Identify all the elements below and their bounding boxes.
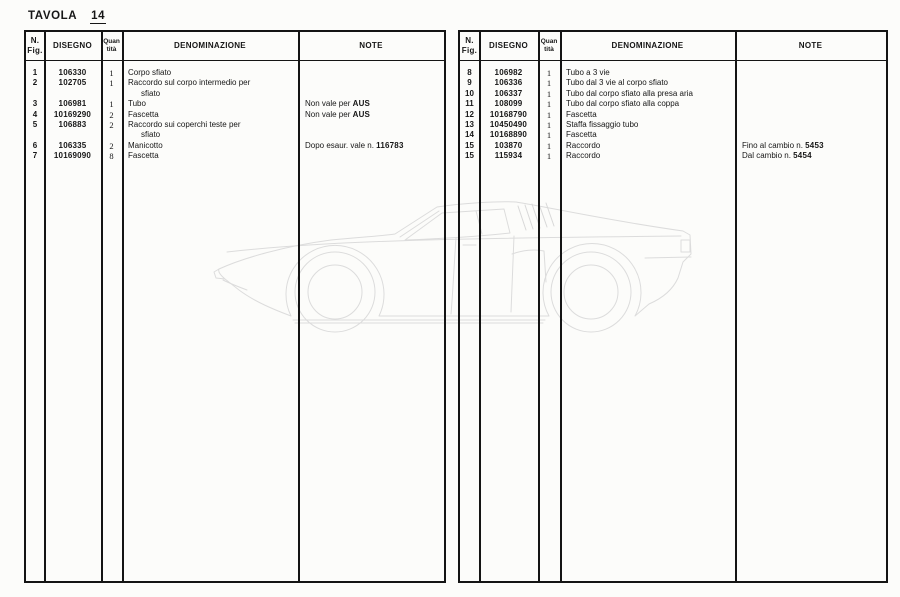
denominazione-line: Manicotto: [128, 140, 163, 150]
denominazione-line: Raccordo sui coperchi teste per: [128, 120, 241, 130]
fig-cell: 3: [32, 99, 38, 109]
parts-table-left: [24, 30, 446, 583]
denominazione-cell: [122, 120, 298, 141]
column-divider: [122, 32, 124, 581]
fig-cell: 6: [32, 140, 38, 150]
header-cell-denominazione: DENOMINAZIONE: [611, 41, 684, 51]
parts-table-right: [458, 30, 888, 583]
denominazione-cell: [122, 99, 298, 109]
qty-cell: 1: [546, 120, 552, 131]
denominazione-cell: [122, 151, 298, 161]
disegno-cell: 10169090: [53, 151, 92, 161]
qty-cell: 1: [546, 88, 552, 99]
denominazione-line: sfiato: [141, 88, 161, 98]
denominazione-cell: [560, 130, 735, 140]
fig-cell: 8: [467, 68, 472, 77]
disegno-cell: 106982: [494, 68, 523, 77]
denominazione-cell: [560, 89, 735, 99]
note-text: Fino al cambio n.: [742, 140, 806, 150]
denominazione-line: Tubo dal corpo sfiato alla coppa: [566, 99, 680, 109]
denominazione-cell: [560, 120, 735, 130]
denominazione-line: Tubo dal corpo sfiato alla presa aria: [566, 88, 693, 98]
disegno-cell: 106981: [58, 99, 87, 109]
disegno-cell: 106337: [494, 88, 523, 98]
fig-cell: 15: [465, 140, 474, 150]
note-text: Non vale per: [305, 99, 353, 109]
denominazione-cell: [560, 68, 735, 78]
table-row: [26, 120, 444, 141]
qty-cell: 1: [546, 99, 552, 110]
note-text: Non vale per: [305, 109, 353, 119]
denominazione-line: sfiato: [141, 130, 161, 140]
table-row: [26, 99, 444, 109]
denominazione-line: Raccordo: [566, 140, 601, 150]
header-cell-quantita: Quan tità: [103, 38, 120, 53]
header-cell-note: NOTE: [798, 41, 823, 51]
fig-cell: 11: [465, 99, 474, 109]
denominazione-line: Fascetta: [128, 109, 159, 119]
denominazione-cell: [560, 141, 735, 151]
table-row: [26, 78, 444, 99]
qty-cell: 1: [546, 68, 552, 78]
disegno-cell: 102705: [58, 78, 87, 88]
note-text: Dopo esaur. vale n.: [305, 140, 377, 150]
denominazione-cell: [122, 110, 298, 120]
fig-cell: 2: [32, 78, 38, 88]
disegno-cell: 106336: [494, 78, 523, 88]
denominazione-line: Fascetta: [566, 109, 597, 119]
header-cell-disegno: DISEGNO: [53, 41, 92, 51]
disegno-cell: 106330: [58, 68, 87, 77]
disegno-cell: 108099: [494, 99, 523, 109]
qty-cell: 2: [109, 140, 114, 151]
denominazione-cell: [122, 68, 298, 78]
tavola-number: 14: [91, 10, 106, 22]
table-header: [460, 32, 886, 61]
note-cell: [298, 99, 444, 109]
qty-cell: 1: [546, 140, 552, 151]
disegno-cell: 10168790: [489, 109, 528, 119]
fig-cell: 12: [465, 109, 474, 119]
header-cell-denominazione: DENOMINAZIONE: [174, 41, 246, 51]
fig-cell: 15: [465, 151, 474, 161]
qty-cell: 1: [109, 68, 114, 78]
column-divider: [298, 32, 300, 581]
note-bold-value: 5454: [793, 151, 812, 161]
note-bold-value: 116783: [376, 140, 404, 150]
denominazione-cell: [560, 151, 735, 161]
disegno-cell: 115934: [494, 151, 523, 161]
disegno-cell: 103870: [494, 140, 523, 150]
denominazione-line: Raccordo sul corpo intermedio per: [128, 78, 251, 88]
qty-cell: 1: [109, 99, 114, 110]
note-cell: [298, 141, 444, 151]
disegno-cell: 10450490: [489, 120, 528, 130]
denominazione-line: Tubo: [128, 99, 146, 109]
note-cell: [735, 151, 886, 161]
fig-cell: 4: [32, 109, 38, 119]
note-bold-value: AUS: [352, 99, 371, 109]
denominazione-line: Staffa fissaggio tubo: [566, 120, 639, 130]
table-body: [460, 61, 886, 162]
table-body: [26, 61, 444, 162]
table-row: [26, 141, 444, 151]
disegno-cell: 106883: [58, 120, 87, 130]
denominazione-line: Raccordo: [566, 151, 601, 161]
column-divider: [479, 32, 481, 581]
column-divider: [538, 32, 540, 581]
qty-cell: 1: [546, 109, 552, 120]
header-cell-note: NOTE: [359, 41, 383, 51]
denominazione-cell: [560, 78, 735, 88]
qty-cell: 2: [109, 109, 114, 120]
denominazione-cell: [122, 141, 298, 151]
denominazione-line: Tubo a 3 vie: [566, 68, 610, 77]
fig-cell: 7: [32, 151, 38, 161]
table-row: [26, 151, 444, 161]
denominazione-line: Tubo dal 3 vie al corpo sfiato: [566, 78, 668, 88]
fig-cell: 5: [32, 120, 38, 130]
table-row: [26, 68, 444, 78]
note-cell: [298, 110, 444, 120]
column-divider: [44, 32, 46, 581]
table-row: [26, 110, 444, 120]
table-row: [460, 120, 886, 130]
disegno-cell: 10169290: [53, 109, 92, 119]
header-cell-disegno: DISEGNO: [489, 41, 528, 51]
denominazione-cell: [122, 78, 298, 99]
disegno-cell: 10168890: [489, 130, 528, 140]
table-row: [460, 89, 886, 99]
disegno-cell: 106335: [58, 140, 87, 150]
denominazione-cell: [560, 110, 735, 120]
header-cell-quantita: Quan tità: [540, 38, 558, 53]
note-cell: [735, 141, 886, 151]
header-cell-fig: N. Fig.: [461, 36, 478, 55]
denominazione-line: Fascetta: [566, 130, 597, 140]
note-text: Dal cambio n.: [742, 151, 794, 161]
column-divider: [101, 32, 103, 581]
table-row: [460, 141, 886, 151]
table-row: [460, 78, 886, 88]
note-bold-value: AUS: [352, 109, 371, 119]
table-row: [460, 130, 886, 140]
tavola-label: TAVOLA: [28, 10, 78, 22]
qty-cell: 1: [546, 151, 552, 162]
fig-cell: 10: [465, 88, 474, 98]
column-divider: [735, 32, 737, 581]
table-row: [460, 110, 886, 120]
page-title: [28, 10, 106, 24]
fig-cell: 1: [32, 68, 38, 77]
note-bold-value: 5453: [805, 140, 824, 150]
fig-cell: 14: [465, 130, 474, 140]
qty-cell: 1: [546, 78, 552, 89]
denominazione-line: Corpo sfiato: [128, 68, 172, 77]
fig-cell: 13: [465, 120, 474, 130]
qty-cell: 1: [109, 78, 114, 89]
column-divider: [560, 32, 562, 581]
qty-cell: 8: [109, 151, 114, 162]
table-row: [460, 99, 886, 109]
table-row: [460, 151, 886, 161]
qty-cell: 2: [109, 120, 114, 131]
denominazione-line: Fascetta: [128, 151, 159, 161]
denominazione-cell: [560, 99, 735, 109]
fig-cell: 9: [467, 78, 472, 88]
qty-cell: 1: [546, 130, 552, 141]
header-cell-fig: N. Fig.: [27, 36, 43, 55]
table-header: [26, 32, 444, 61]
table-row: [460, 68, 886, 78]
